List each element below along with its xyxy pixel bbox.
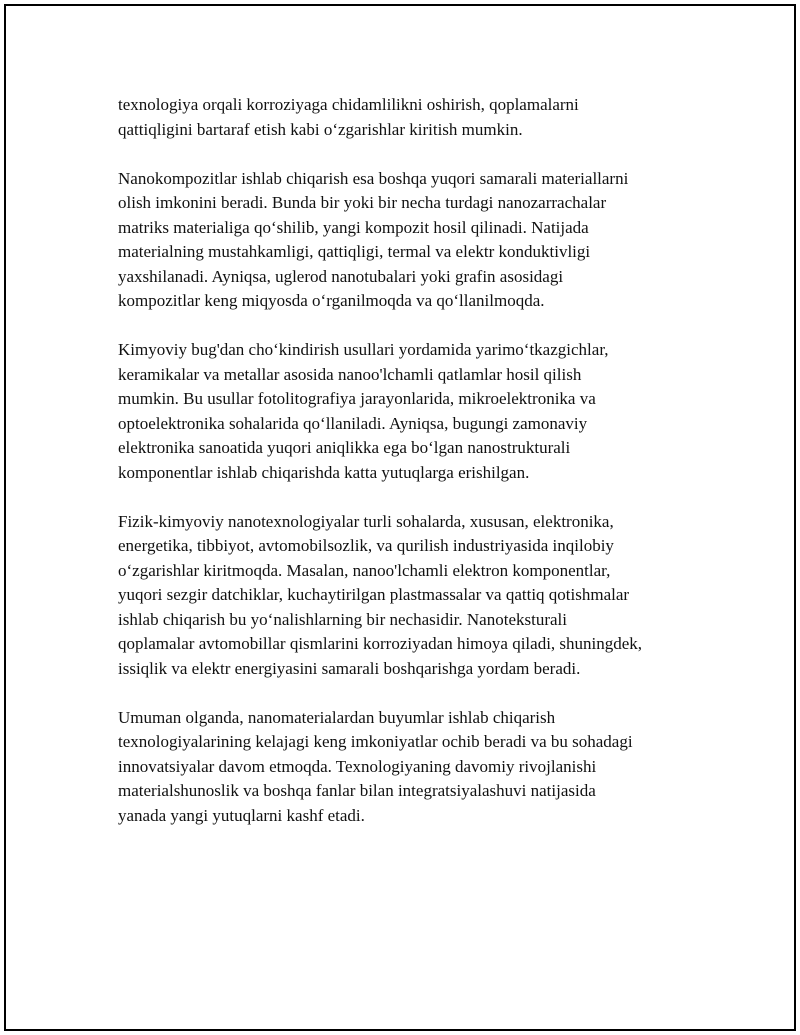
- paragraph: Umuman olganda, nanomaterialardan buyumlar ishlab chiqarish texnologiyalarining kelajagi keng imkoniyatlar ochib beradi va bu sohadagi innovatsiyalar davom etmoqda. Texnologiyaning davomiy rivojlanishi materialshunoslik va boshqa fanlar bilan integratsiyalashuvi natijasida yanada yangi yutuqlarni kashf etadi.: [118, 707, 633, 825]
- paragraph: texnologiya orqali korroziyaga chidamlilikni oshirish, qoplamalarni qattiqligini bartaraf etish kabi o‘zgarishlar kiritish mumkin.: [118, 95, 579, 139]
- paragraph: Fizik-kimyoviy nanotexnologiyalar turli sohalarda, xususan, elektronika, energetika, tibbiyot, avtomobilsozlik, va qurilish industriyasida inqilobiy o‘zgarishlar kiritmoqda. Masalan, nanoo'lchamli elektron komponentlar, yuqori sezgir datchiklar, kuchaytirilgan plastmassalar va qattiq qotishmalar ishlab chiqarish bu yo‘nalishlarning bir nechasidir. Nanoteksturali qoplamalar avtomobillar qismlarini korroziyadan himoya qiladi, shuningdek, issiqlik va elektr energiyasini samarali boshqarishga yordam beradi.: [118, 511, 643, 678]
- paragraph: Nanokompozitlar ishlab chiqarish esa boshqa yuqori samarali materiallarni olish imkonini beradi. Bunda bir yoki bir necha turdagi nanozarrachalar matriks materialiga qo‘shilib, yangi kompozit hosil qilinadi. Natijada materialning mustahkamligi, qattiqligi, termal va elektr konduktivligi yaxshilanadi. Ayniqsa, uglerod nanotubalari yoki grafin asosidagi kompozitlar keng miqyosda o‘rganilmoqda va qo‘llanilmoqda.: [118, 168, 629, 310]
- paragraph: Kimyoviy bug'dan cho‘kindirish usullari yordamida yarimo‘tkazgichlar, keramikalar va metallar asosida nanoo'lchamli qatlamlar hosil qilish mumkin. Bu usullar fotolitografiya jarayonlarida, mikroelektronika va optoelektronika sohalarida qo‘llaniladi. Ayniqsa, bugungi zamonaviy elektronika sanoatida yuqori aniqlikka ega bo‘lgan nanostrukturali komponentlar ishlab chiqarishda katta yutuqlarga erishilgan.: [118, 340, 609, 482]
- document-body: [118, 93, 678, 853]
